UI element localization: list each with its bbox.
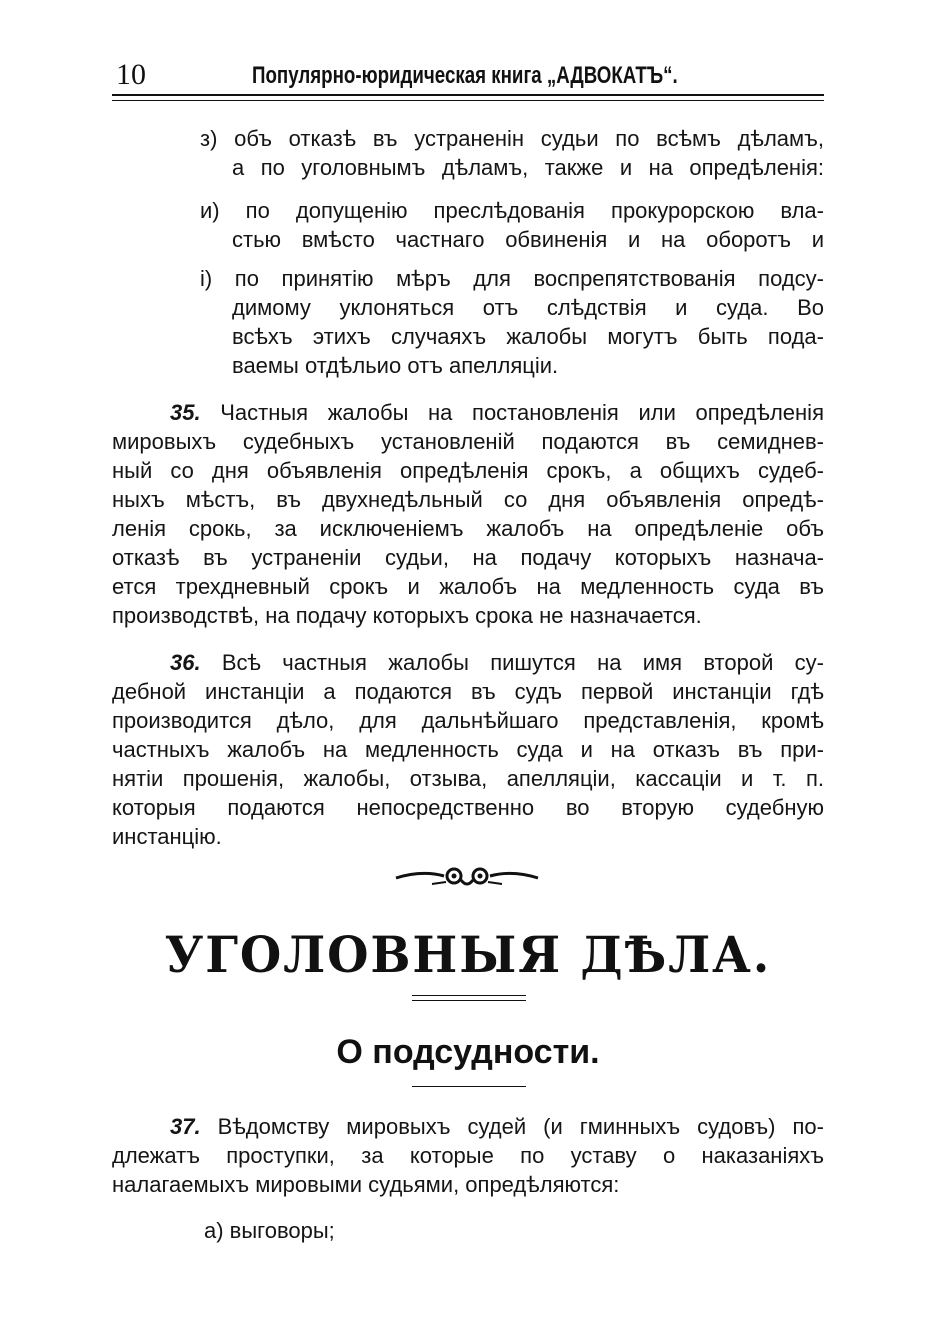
text-line: мировыхъ судебныхъ установленій подаются въ семиднев-: [112, 429, 824, 454]
paragraph-number: 37.: [170, 1114, 201, 1139]
list-item-i: [200, 196, 824, 254]
text-line: частныхъ жалобъ на медленность суда и на отказъ въ при-: [112, 737, 824, 762]
page-number: 10: [116, 58, 146, 91]
text-line: а по уголовнымъ дѣламъ, также и на опредѣленія:: [232, 155, 824, 180]
paragraph-first-line: [112, 648, 824, 677]
text-line: Всѣ частныя жалобы пишутся на имя второй су-: [221, 650, 824, 675]
subsection-title: О подсудности.: [336, 1033, 600, 1071]
text-line: ныхъ мѣстъ, въ двухнедѣльный со дня объявленія опредѣ-: [112, 487, 824, 512]
paragraph-first-line: [112, 398, 824, 427]
text-line: дебной инстанціи а подаются въ судъ первой инстанціи гдѣ: [112, 679, 824, 704]
text-line: і) по принятію мѣръ для воспрепятствованія подсу-: [200, 266, 824, 291]
text-line: и) по допущенію преслѣдованія прокурорскою вла-: [200, 198, 824, 223]
paragraph-first-line: [112, 1112, 824, 1141]
text-line: производится дѣло, для дальнѣйшаго представленія, кромѣ: [112, 708, 824, 733]
text-line: налагаемыхъ мировыми судьями, опредѣляются:: [112, 1172, 620, 1197]
paragraph-number: 35.: [170, 400, 201, 425]
text-line: з) объ отказѣ въ устраненін судьи по всѣмъ дѣламъ,: [200, 126, 824, 151]
text-line: всѣхъ этихъ случаяхъ жалобы могутъ быть пода-: [232, 324, 824, 349]
text-line: длежатъ проступки, за которые по уставу о наказаніяхъ: [112, 1143, 824, 1168]
text-line: инстанцію.: [112, 824, 222, 849]
decorative-ornament-icon: [392, 860, 542, 892]
paragraph-36: [112, 648, 824, 851]
page-header: [112, 58, 824, 94]
running-title: Популярно-юридическая книга „АДВОКАТЪ“.: [252, 62, 678, 89]
text-line: ленія срокь, за исключеніемъ жалобъ на опредѣленіе объ: [112, 516, 824, 541]
text-line: ваемы отдѣльио отъ апелляціи.: [232, 353, 559, 378]
text-line: а) выговоры;: [204, 1218, 335, 1243]
header-rule: [112, 94, 824, 101]
section-title: УГОЛОВНЫЯ ДѢЛА.: [164, 925, 772, 984]
text-line: которыя подаются непосредственно во вторую судебную: [112, 795, 824, 820]
text-line: ется трехдневный срокъ и жалобъ на медленность суда въ: [112, 574, 824, 599]
subsection-divider: [412, 1086, 526, 1087]
text-line: нятіи прошенія, жалобы, отзыва, апелляціи, кассаціи и т. п.: [112, 766, 824, 791]
text-line: ный со дня объявленія опредѣленія срокъ, а общихъ судеб-: [112, 458, 824, 483]
text-line: Вѣдомству мировыхъ судей (и гминныхъ судовъ) по-: [217, 1114, 824, 1139]
text-line: производствѣ, на подачу которыхъ срока не назначается.: [112, 603, 702, 628]
text-line: димому уклоняться отъ слѣдствія и суда. Во: [232, 295, 824, 320]
paragraph-35: [112, 398, 824, 630]
text-line: отказѣ въ устраненіи судьи, на подачу которыхъ назнача-: [112, 545, 824, 570]
text-line: стью вмѣсто частнаго обвиненія и на оборотъ и: [232, 227, 824, 252]
text-line: Частныя жалобы на постановленія или опредѣленія: [220, 400, 824, 425]
list-item-z: [200, 124, 824, 182]
section-divider: [412, 995, 526, 1001]
paragraph-37: [112, 1112, 824, 1199]
list-item-a: [204, 1216, 335, 1245]
paragraph-number: 36.: [170, 650, 201, 675]
list-item-i-dot: [200, 264, 824, 380]
